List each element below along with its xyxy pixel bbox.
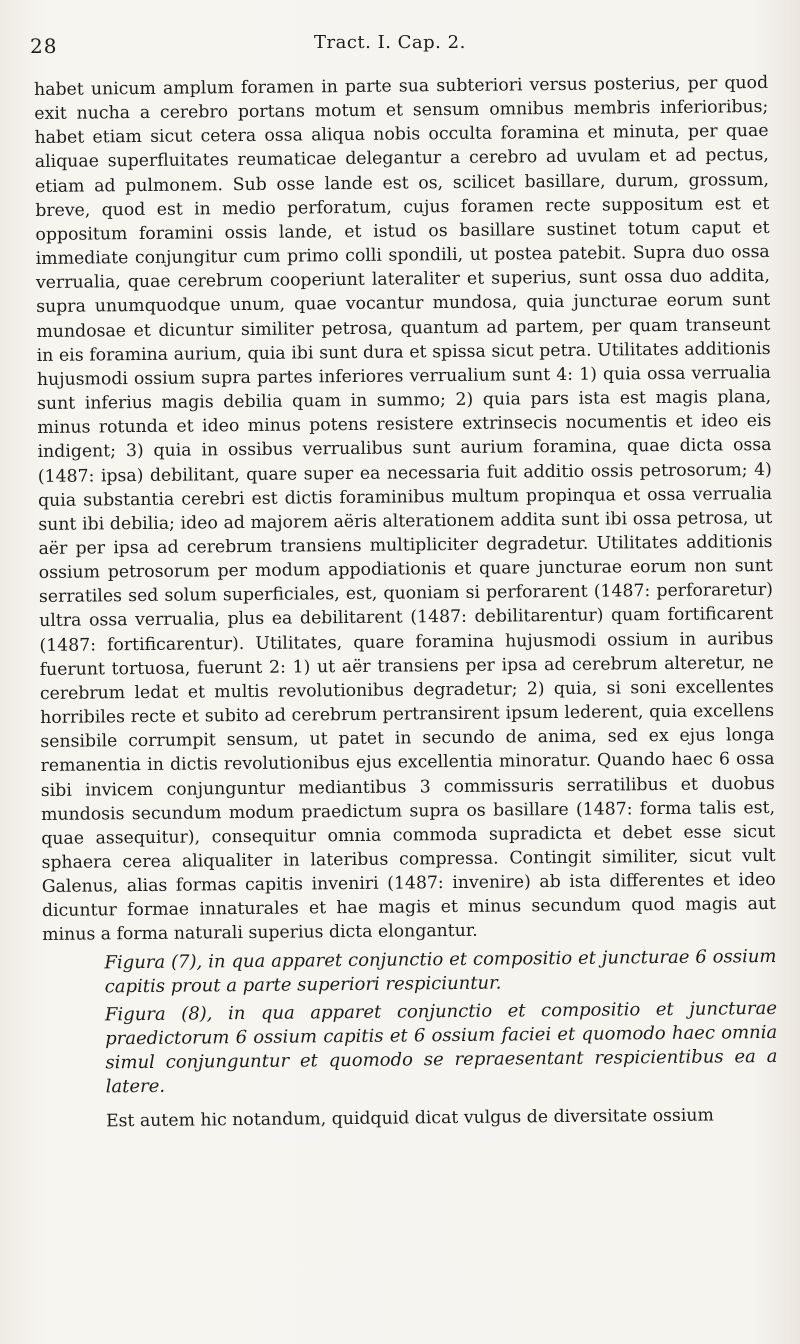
final-paragraph-start: Est autem hic notandum, quidquid dicat vulgus de diversitate ossium bbox=[105, 1105, 714, 1131]
page-number: 28 bbox=[30, 34, 58, 58]
page-header bbox=[30, 30, 760, 62]
show-through-text bbox=[734, 1080, 794, 1270]
figure-7-caption: Figura (7), in qua apparet conjunctio et compositio et juncturae 6 ossium capitis prout a parte superiori respiciuntur. bbox=[104, 945, 777, 997]
figure-8-caption: Figura (8), in qua apparet conjunctio et compositio et juncturae praedictorum 6 ossium capitis et 6 ossium faciei et quomodo haec omnia simul conjunguntur et quomodo se repraesentant respicientibus ea a latere. bbox=[104, 997, 778, 1097]
page-body bbox=[34, 71, 778, 1134]
running-head: Tract. I. Cap. 2. bbox=[314, 32, 466, 53]
main-paragraph: habet unicum amplum foramen in parte sua subteriori versus posterius, per quod exit nucha a cerebro portans motum et sensum omnibus membris inferioribus; habet etiam sicut cetera ossa aliqua nobis occulta foramina et minuta, per quae aliquae superfluitates reumaticae delegantur a cerebro ad uvulam et ad pectus, etiam ad pulmonem. Sub osse lande est os, scilicet basillare, durum, grossum, breve, quod est in medio perforatum, cujus foramen recte suppositum est et oppositum foramini ossis lande, et istud os basillare sustinet totum caput et immediate conjungitur cum primo colli spondili, ut postea patebit. Supra duo ossa verrualia, quae cerebrum cooperiunt lateraliter et superius, sunt ossa duo addita, supra unumquodque unum, quae vocantur mundosa, quia juncturae eorum sunt mundosae et dicuntur similiter petrosa, quantum ad partem, per quam transeunt in eis foramina aurium, quia ibi sunt dura et spissa sicut petra. Utilitates additionis hujusmodi ossium supra partes inferiores verrualium sunt 4: 1) quia ossa verrualia sunt inferius magis debilia quam in summo; 2) quia pars ista est magis plana, minus rotunda et ideo minus potens resistere extrinsecis nocumentis et ideo eis indigent; 3) quia in ossibus verrualibus sunt aurium foramina, quae dicta ossa (1487: ipsa) debilitant, quare super ea necessaria fuit additio ossis petrosorum; 4) quia substantia cerebri est dictis foraminibus multum propinqua et ossa verrualia sunt ibi debilia; ideo ad majorem aëris alterationem addita sunt ibi ossa petrosa, ut aër per ipsa ad cerebrum transiens multipliciter degradetur. Utilitates additionis ossium petrosorum per modum appodiationis et quare juncturae eorum non sunt serratiles sed solum superficiales, est, quoniam si perforarent (1487: perforaretur) ultra ossa verrualia, plus ea debilitarent (1487: debilitarentur) quam fortificarent (1487: fortificarentur). Utilitates, quare foramina hujusmodi ossium in auribus fuerunt tortuosa, fuerunt 2: 1) ut aër transiens per ipsa ad cerebrum alteretur, ne cerebrum ledat et multis revolutionibus degradetur; 2) quia, si soni excellentes horribiles recte et subito ad cerebrum pertransirent ipsum lederent, quia excellens sensibile corrumpit sensum, ut patet in secundo de anima, sed ex ejus longa remanentia in dictis revolutionibus ejus excellentia minoratur. Quando haec 6 ossa sibi invicem conjunguntur mediantibus 3 commissuris serratilibus et duobus mundosis secundum modum praedictum supra os basillare (1487: forma talis est, quae assequitur), consequitur omnia commoda supradicta et debet esse sicut sphaera cerea aliqualiter in lateribus compressa. Contingit similiter, sicut vult Galenus, alias formas capitis inveniri (1487: invenire) ab ista differentes et ideo dicuntur formae innaturales et hae magis et minus secundum quod magis aut minus a forma naturali superius dicta elongantur. bbox=[34, 72, 777, 946]
